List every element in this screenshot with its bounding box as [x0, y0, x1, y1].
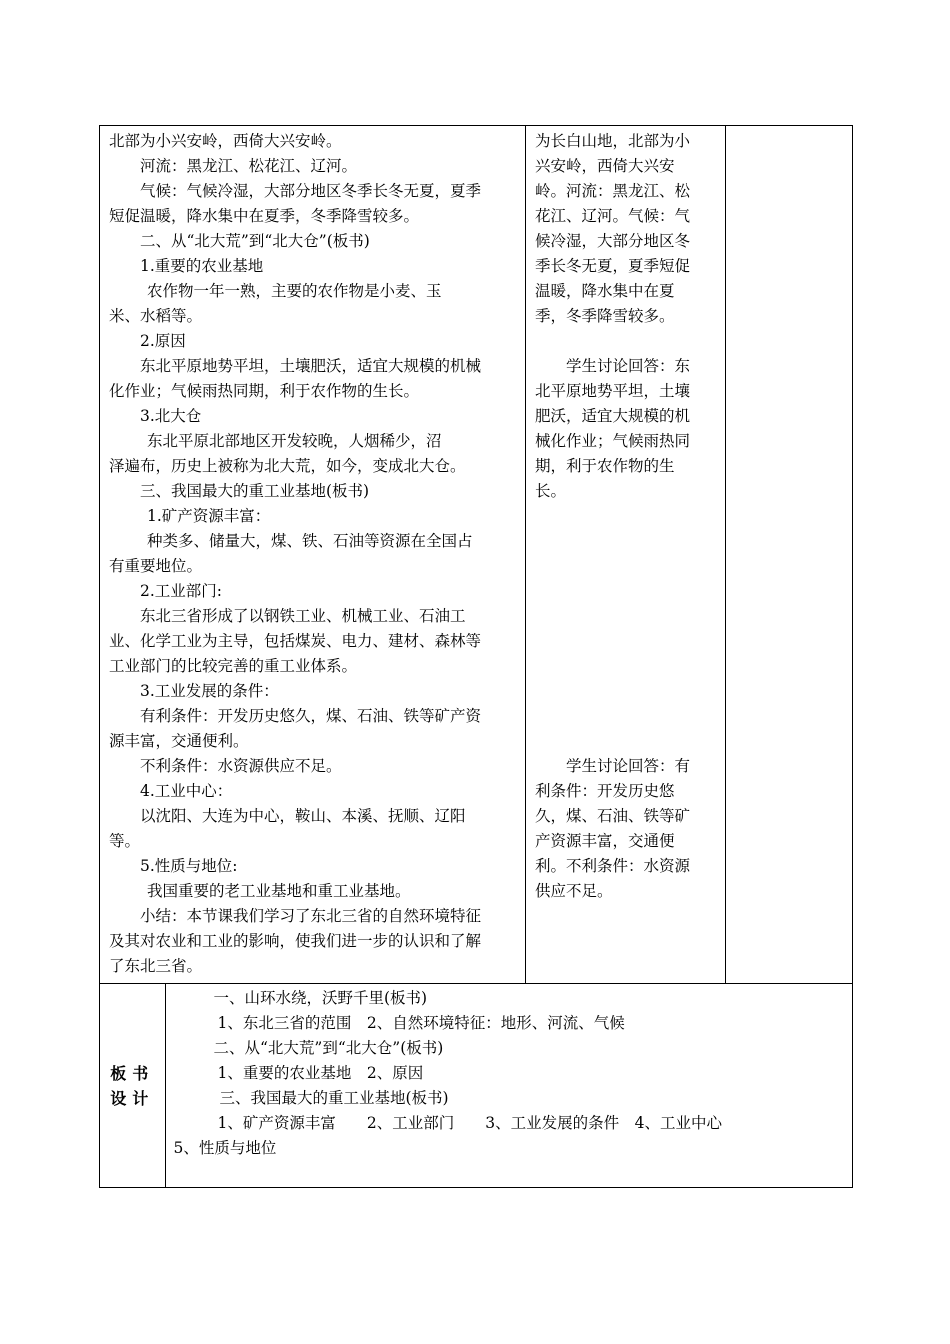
student-activity-cell [526, 126, 726, 984]
board-line: 1、矿产资源丰富 2、工业部门 3、工业发展的条件 4、工业中心 [217, 1114, 722, 1132]
teaching-process-row [100, 126, 853, 984]
board-design-text [174, 986, 847, 1161]
text-line: 短促温暖，降水集中在夏季，冬季降雪较多。 [109, 207, 420, 225]
text-line: 化作业；气候雨热同期，利于农作物的生长。 [109, 382, 420, 400]
text-line: 久，煤、石油、铁等矿 [535, 807, 691, 825]
text-line: 了东北三省。 [109, 957, 203, 975]
text-line: 有利条件：开发历史悠久，煤、石油、铁等矿产资 [140, 707, 482, 725]
text-line: 肥沃，适宜大规模的机 [535, 407, 691, 425]
text-line: 北平原地势平坦，土壤 [535, 382, 691, 400]
text-line: 1.矿产资源丰富： [147, 507, 271, 525]
text-line: 4.工业中心： [140, 782, 233, 800]
text-line: 2.原因 [140, 332, 186, 350]
board-line: 1、东北三省的范围 2、自然环境特征：地形、河流、气候 [217, 1014, 625, 1032]
board-line: 5、性质与地位 [173, 1139, 277, 1157]
text-line: 以沈阳、大连为中心，鞍山、本溪、抚顺、辽阳 [140, 807, 466, 825]
text-line: 泽遍布，历史上被称为北大荒，如今，变成北大仓。 [109, 457, 466, 475]
text-line: 种类多、储量大，煤、铁、石油等资源在全国占 [147, 532, 473, 550]
text-line: 三、我国最大的重工业基地(板书) [140, 482, 370, 500]
text-line: 3.工业发展的条件： [140, 682, 279, 700]
board-design-container [100, 984, 853, 1188]
text-line: 兴安岭，西倚大兴安 [535, 157, 675, 175]
text-line: 农作物一年一熟，主要的农作物是小麦、玉 [147, 282, 442, 300]
text-line: 产资源丰富，交通便 [535, 832, 675, 850]
text-line: 械化作业；气候雨热同 [535, 432, 691, 450]
text-line: 5.性质与地位: [140, 857, 238, 875]
text-line: 1.重要的农业基地 [140, 257, 264, 275]
teacher-activity-cell [100, 126, 526, 984]
text-line: 期，利于农作物的生 [535, 457, 675, 475]
board-line: 三、我国最大的重工业基地(板书) [219, 1089, 449, 1107]
board-design-label [100, 984, 165, 1187]
text-line: 为长白山地，北部为小 [535, 132, 691, 150]
text-line: 二、从“北大荒”到“北大仓”(板书) [140, 232, 370, 250]
text-line: 米、水稻等。 [109, 307, 203, 325]
text-line: 源丰富，交通便利。 [109, 732, 249, 750]
text-line: 温暖，降水集中在夏 [535, 282, 675, 300]
text-line: 东北平原北部地区开发较晚，人烟稀少，沼 [147, 432, 442, 450]
text-line: 有重要地位。 [109, 557, 203, 575]
notes-cell [726, 126, 853, 984]
lesson-plan-table [99, 125, 853, 1188]
text-line: 北部为小兴安岭，西倚大兴安岭。 [109, 132, 342, 150]
text-line: 我国重要的老工业基地和重工业基地。 [147, 882, 411, 900]
student-activity-block-2 [535, 354, 721, 504]
student-activity-block-1 [535, 129, 721, 329]
board-design-content [165, 984, 852, 1187]
text-line: 学生讨论回答：东 [566, 357, 691, 375]
board-line: 二、从“北大荒”到“北大仓”(板书) [213, 1039, 444, 1057]
text-line: 等。 [109, 832, 141, 850]
text-line: 及其对农业和工业的影响，使我们进一步的认识和了解 [109, 932, 482, 950]
board-design-table [100, 984, 852, 1187]
text-line: 工业部门的比较完善的重工业体系。 [109, 657, 358, 675]
text-line: 花江、辽河。气候：气 [535, 207, 691, 225]
board-line: 一、山环水绕，沃野千里(板书) [213, 989, 428, 1007]
text-line: 利。不利条件：水资源 [535, 857, 691, 875]
text-line: 东北三省形成了以钢铁工业、机械工业、石油工 [140, 607, 466, 625]
text-line: 东北平原地势平坦，土壤肥沃，适宜大规模的机械 [140, 357, 482, 375]
teacher-activity-text [109, 129, 519, 979]
text-line: 利条件：开发历史悠 [535, 782, 675, 800]
text-line: 供应不足。 [535, 882, 613, 900]
text-line: 岭。河流：黑龙江、松 [535, 182, 691, 200]
text-line: 季长冬无夏，夏季短促 [535, 257, 691, 275]
text-line: 候冷湿，大部分地区冬 [535, 232, 691, 250]
text-line: 河流：黑龙江、松花江、辽河。 [140, 157, 358, 175]
board-line: 1、重要的农业基地 2、原因 [217, 1064, 424, 1082]
text-line: 小结：本节课我们学习了东北三省的自然环境特征 [140, 907, 482, 925]
board-design-row [100, 984, 853, 1188]
text-line: 长。 [535, 482, 567, 500]
board-design-label-line-2: 设计 [110, 1088, 155, 1108]
text-line: 2.工业部门: [140, 582, 223, 600]
text-line: 气候：气候冷湿，大部分地区冬季长冬无夏，夏季 [140, 182, 482, 200]
text-line: 季，冬季降雪较多。 [535, 307, 675, 325]
spacer [535, 329, 721, 354]
text-line: 业、化学工业为主导，包括煤炭、电力、建材、森林等 [109, 632, 482, 650]
text-line: 3.北大仓 [140, 407, 202, 425]
text-line: 不利条件：水资源供应不足。 [140, 757, 342, 775]
text-line: 学生讨论回答：有 [566, 757, 691, 775]
board-design-label-line-1: 板书 [110, 1063, 155, 1083]
spacer [535, 504, 721, 754]
student-activity-block-3 [535, 754, 721, 904]
